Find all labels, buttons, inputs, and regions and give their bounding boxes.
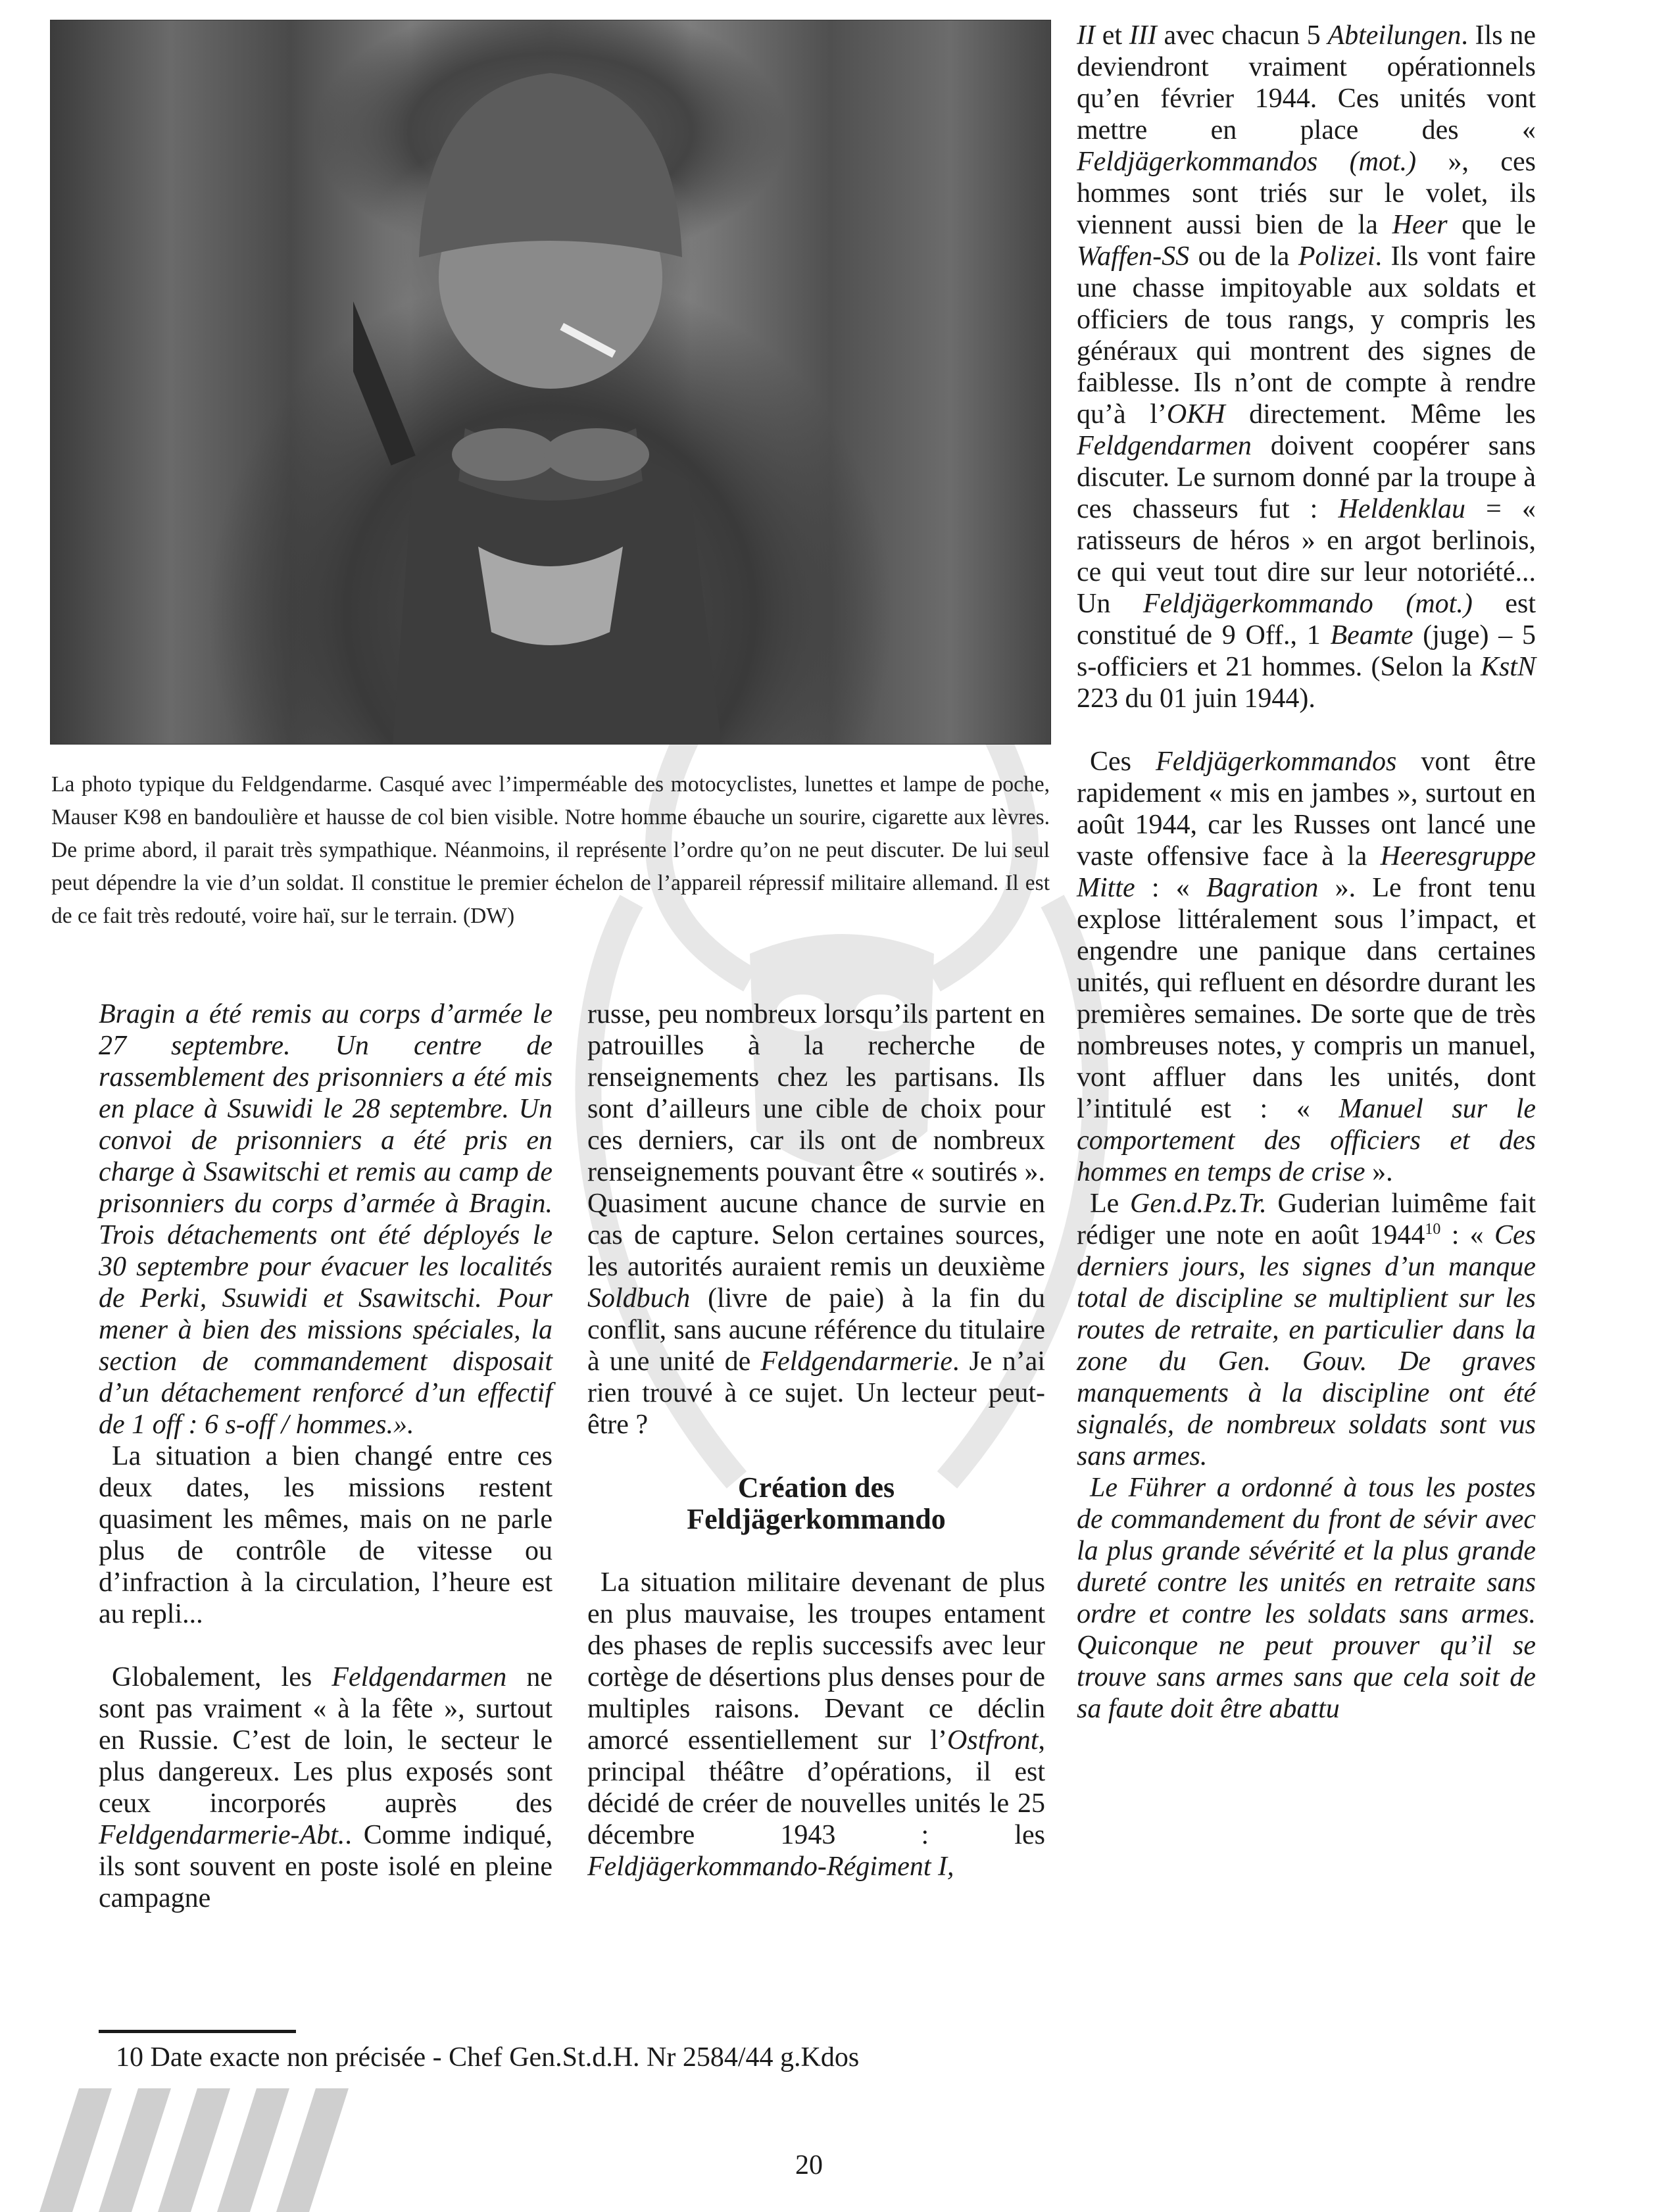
page-number: 20 <box>795 2150 823 2180</box>
paragraph: La situation militaire devenant de plus en plus mauvaise, les troupes entament des phases de replis successifs avec leur cortège de désertions plus denses pour de multiples raisons. Devant ce déclin amorcé essentiellement sur l’Ostfront, principal théâtre d’opérations, il est décidé de créer de nouvelles unités le 25 décembre 1943 : les Feldjägerkommando-Régiment I, <box>587 1567 1045 1882</box>
paragraph: Globalement, les Feldgendarmen ne sont pas vraiment « à la fête », surtout en Russie. C’est de loin, le secteur le plus dangereux. Les plus exposés sont ceux incorporés auprès des Feldgendarmerie-Abt.. Comme indiqué, ils sont souvent en poste isolé en pleine campagne <box>99 1662 553 1913</box>
soldier-photograph-icon <box>353 60 748 744</box>
paragraph: Le Gen.d.Pz.Tr. Guderian luimême fait rédiger une note en août 1944$^{10}$ : « Ces derniers jours, les signes d’un manque total de discipline se multiplient sur les routes de retraite, en particulier dans la zone du Gen. Gouv. De graves manquements à la discipline ont été signalés, de nombreux soldats sont vus sans armes. <box>1077 1189 1536 1471</box>
photo-caption: La photo typique du Feldgendarme. Casqué avec l’imperméable des motocyclistes, lunettes et lampe de poche, Mauser K98 en bandoulière et hausse de col bien visible. Notre homme ébauche un sourire, cigarette aux lèvres. De prime abord, il parait très sympathique. Néanmoins, il représente l’ordre qu’on ne peut discuter. De lui seul peut dépendre la vie d’un soldat. Il constitue le premier échelon de l’appareil répressif militaire allemand. Il est de ce fait très redouté, voire haï, sur le terrain. (DW) <box>51 772 1050 928</box>
column-1 <box>99 998 553 1914</box>
paragraph: russe, peu nombreux lorsqu’ils partent en patrouilles à la recherche de renseignements chez les partisans. Ils sont d’ailleurs une cible de choix pour ces derniers, car ils ont de nombreux renseignements pouvant être « soutirés ». Quasiment aucune chance de survie en cas de capture. Selon certaines sources, les autorités auraient remis un deuxième Soldbuch (livre de paie) à la fin du conflit, sans aucune référence du titulaire à une unité de Feldgendarmerie. Je n’ai rien trouvé à ce sujet. Un lecteur peut-être ? <box>587 999 1045 1440</box>
footnote: 10 Date exacte non précisée - Chef Gen.St.d.H. Nr 2584/44 g.Kdos <box>116 2042 860 2073</box>
paragraph: La situation a bien changé entre ces deux dates, les missions restent quasiment les mêmes, mais on ne parle plus de contrôle de vitesse ou d’infraction à la circulation, l’heure est au repli... <box>99 1441 553 1629</box>
paragraph: Ces Feldjägerkommandos vont être rapidement « mis en jambes », surtout en août 1944, car les Russes ont lancé une vaste offensive face à la Heeresgruppe Mitte : « Bagration ». Le front tenu explose littéralement sous l’impact, et engendre une panique dans certaines unités, qui refluent en désordre durant les premières semaines. De sorte que de très nombreuses notes, y compris un manuel, vont affluer dans les unités, dont l’intitulé est : « Manuel sur le comportement des officiers et des hommes en temps de crise ». <box>1077 747 1536 1187</box>
footnote-rule <box>99 2030 296 2033</box>
decorative-stripes-icon <box>0 2088 395 2212</box>
column-2 <box>587 998 1045 1882</box>
paragraph: Le Führer a ordonné à tous les postes de commandement du front de sévir avec la plus grande sévérité et la plus grande dureté contre les unités en retraite sans ordre et contre les soldats sans armes. Quiconque ne peut prouver qu’il se trouve sans armes sans que cela soit de sa faute doit être abattu <box>1077 1473 1536 1724</box>
paragraph: II et III avec chacun 5 Abteilungen. Ils ne deviendront vraiment opérationnels qu’en février 1944. Ces unités vont mettre en place des « Feldjägerkommandos (mot.) », ces hommes sont triés sur le volet, ils viennent aussi bien de la Heer que le Waffen-SS ou de la Polizei. Ils vont faire une chasse impitoyable aux soldats et officiers de tous rangs, y compris les généraux qui montrent des signes de faiblesse. Ils n’ont de compte à rendre qu’à l’OKH directement. Même les Feldgendarmen doivent coopérer sans discuter. Le surnom donné par la troupe à ces chasseurs fut : Heldenklau = « ratisseurs de héros » en argot berlinois, ce qui veut tout dire sur leur notoriété... Un Feldjägerkommando (mot.) est constitué de 9 Off., 1 Beamte (juge) – 5 s-officiers et 21 hommes. (Selon la KstN 223 du 01 juin 1944). <box>1077 20 1536 714</box>
quote-paragraph: Bragin a été remis au corps d’armée le 27 septembre. Un centre de rassemblement des prisonniers a été mis en place à Ssuwidi le 28 septembre. Un convoi de prisonniers a été pris en charge à Ssawitschi et remis au camp de prisonniers du corps d’armée à Bragin. Trois détachements ont été déployés le 30 septembre pour évacuer les localités de Perki, Ssuwidi et Ssawitschi. Pour mener à bien des missions spéciales, la section de commandement disposait d’un détachement renforcé d’un effectif de 1 off : 6 s-off / hommes.». <box>99 999 553 1440</box>
section-heading: Création des Feldjägerkommando <box>687 1471 946 1535</box>
footnote-ref: 10 <box>1425 1221 1441 1238</box>
soldier-photo <box>50 20 1051 745</box>
column-3 <box>1077 20 1536 1725</box>
